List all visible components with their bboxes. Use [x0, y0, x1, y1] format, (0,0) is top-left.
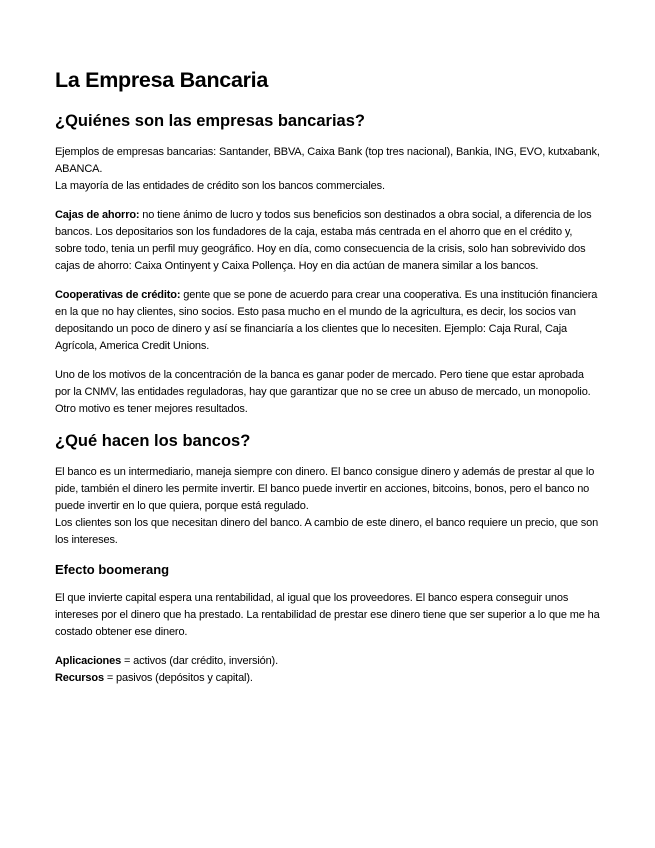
paragraph-cooperativas	[55, 287, 600, 355]
paragraph-concentracion: Uno de los motivos de la concentración de la banca es ganar poder de mercado. Pero tiene que estar aprobada por la CNMV, las entidades reguladoras, hay que garantizar que no se cree un abuso de mercado, un monopolio. Otro motivo es tener mejores resultados.	[55, 369, 591, 415]
cooperativas-label: Cooperativas de crédito:	[55, 289, 181, 301]
paragraph-ejemplos	[55, 144, 600, 195]
paragraph-aplicaciones-recursos	[55, 653, 600, 687]
cajas-text: no tiene ánimo de lucro y todos sus beneficios son destinados a obra social, a diferencia de los bancos. Los depositarios son los fundadores de la caja, estaba más centrada en el ahorro que en el crédito y, sobre todo, tenia un perfil muy geográfico. Hoy en día, como consecuencia de la crisis, solo han sobrevivido dos cajas de ahorro: Caixa Ontinyent y Caixa Pollença. Hoy en dia actúan de manera similar a los bancos.	[55, 209, 592, 272]
paragraph-cajas	[55, 207, 600, 275]
clientes-text: Los clientes son los que necesitan dinero del banco. A cambio de este dinero, el banco requiere un precio, que son los intereses.	[55, 517, 599, 546]
document-page	[55, 66, 600, 699]
aplicaciones-text: = activos (dar crédito, inversión).	[121, 655, 278, 667]
aplicaciones-label: Aplicaciones	[55, 655, 122, 667]
recursos-label: Recursos	[55, 672, 104, 684]
section-heading-boomerang: Efecto boomerang	[55, 562, 170, 577]
document-title: La Empresa Bancaria	[55, 68, 268, 92]
paragraph-rentabilidad: El que invierte capital espera una rentabilidad, al igual que los proveedores. El banco espera conseguir unos intereses por el dinero que ha prestado. La rentabilidad de prestar ese dinero tiene que ser superior a lo que me ha costado obtener ese dinero.	[55, 592, 600, 638]
mayoria-text: La mayoría de las entidades de crédito son los bancos commerciales.	[55, 180, 385, 192]
section-heading-que-hacen: ¿Qué hacen los bancos?	[55, 432, 251, 450]
cajas-label: Cajas de ahorro:	[55, 209, 140, 221]
paragraph-intermediario	[55, 464, 600, 549]
recursos-text: = pasivos (depósitos y capital).	[103, 672, 253, 684]
ejemplos-text: Ejemplos de empresas bancarias: Santander, BBVA, Caixa Bank (top tres nacional), Bankia, ING, EVO, kutxabank, ABANCA.	[55, 146, 600, 175]
cooperativas-text: gente que se pone de acuerdo para crear una cooperativa. Es una institución financiera en la que no hay clientes, sino socios. Esto pasa mucho en el mundo de la agricultura, es decir, los socios van depositando un poco de dinero y así se financiaría a los clientes que lo necesiten. Ejemplo: Caja Rural, Caja Agrícola, America Credit Unions.	[55, 289, 598, 352]
intermediario-text: El banco es un intermediario, maneja siempre con dinero. El banco consigue dinero y además de prestar al que lo pide, también el dinero les permite invertir. El banco puede invertir en acciones, bitcoins, bonos, pero el banco no puede invertir en lo que quiera, porque está regulado.	[55, 466, 595, 512]
section-heading-quienes: ¿Quiénes son las empresas bancarias?	[55, 112, 365, 130]
